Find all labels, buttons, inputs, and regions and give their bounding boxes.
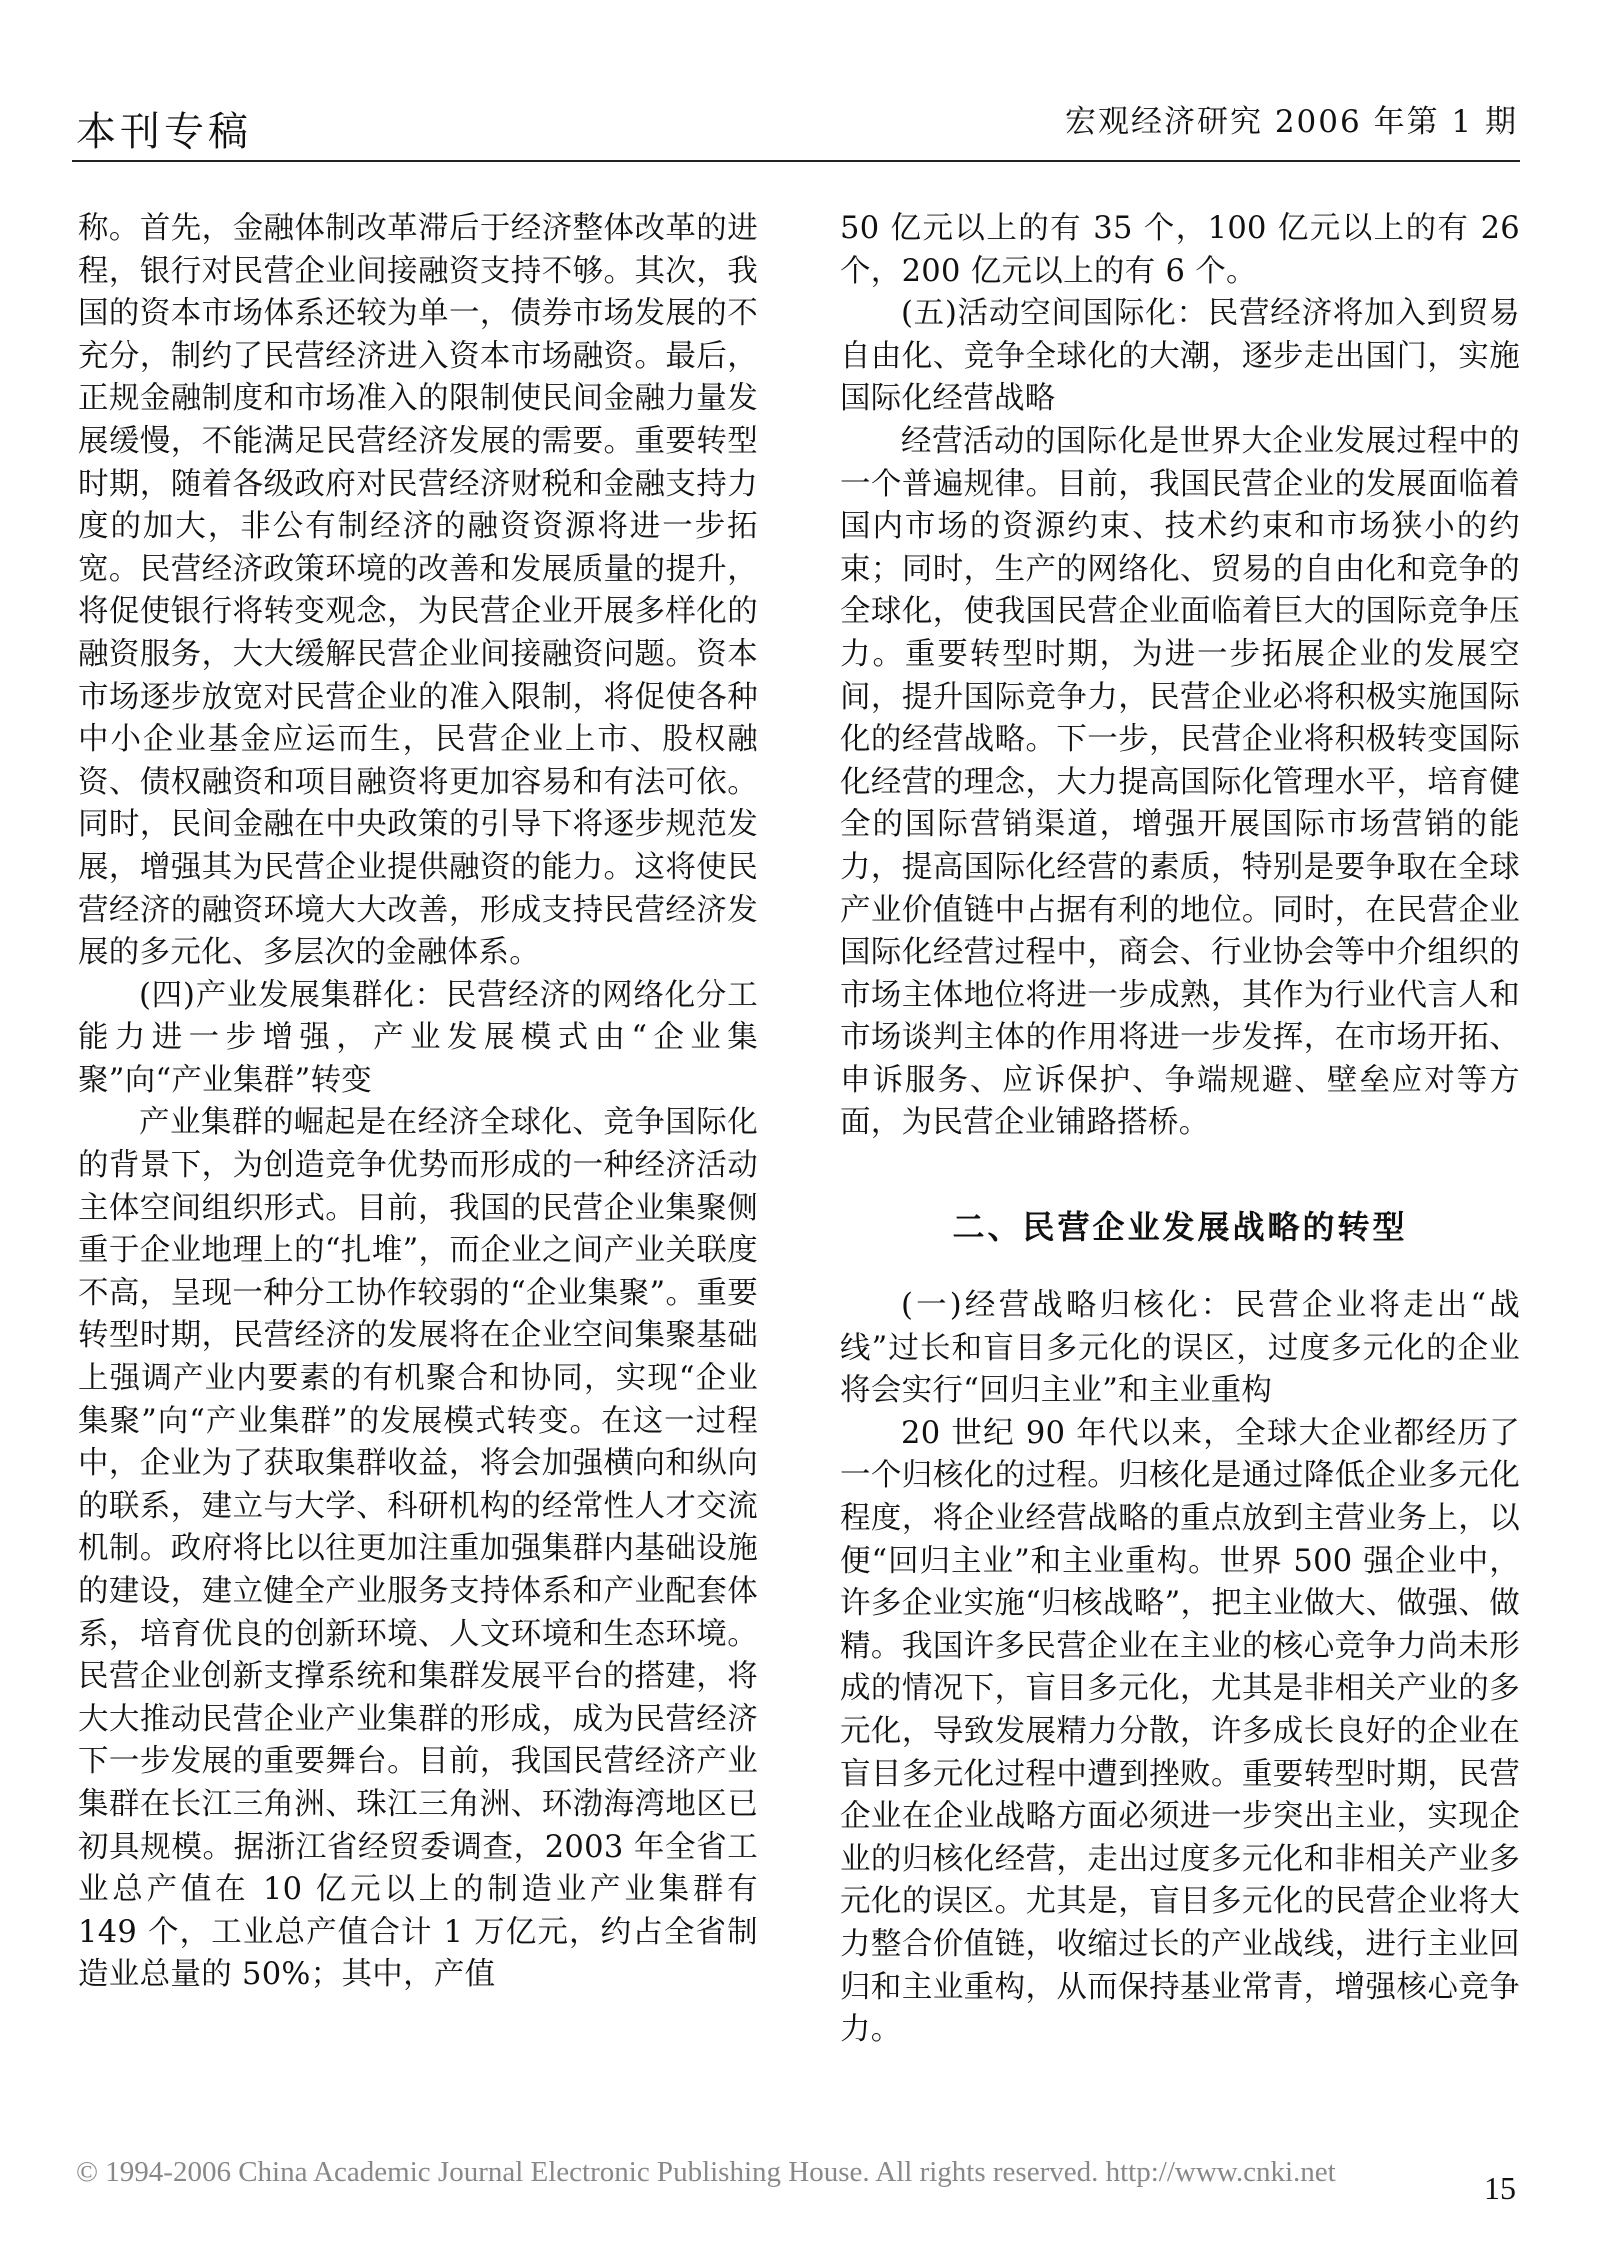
column-title: 本刊专稿 (76, 109, 252, 155)
paragraph-internationalization: 经营活动的国际化是世界大企业发展过程中的一个普遍规律。目前，我国民营企业的发展面临着国内市场的资源约束、技术约束和市场狭小的约束；同时，生产的网络化、贸易的自由化和竞争的全球化，使我国民营企业面临着巨大的国际竞争压力。重要转型时期，为进一步拓展企业的发展空间，提升国际竞争力，民营企业必将积极实施国际化的经营战略。下一步，民营企业将积极转变国际化经营的理念，大力提高国际化管理水平，培育健全的国际营销渠道，增强开展国际市场营销的能力，提高国际化经营的素质，特别是要争取在全球产业价值链中占据有利的地位。同时，在民营企业国际化经营过程中，商会、行业协会等中介组织的市场主体地位将进一步成熟，其作为行业代言人和市场谈判主体的作用将进一步发挥，在市场开拓、申诉服务、应诉保护、争端规避、壁垒应对等方面，为民营企业铺路搭桥。 (840, 423, 1520, 1141)
journal-issue: 宏观经济研究 2006 年第 1 期 (1064, 104, 1518, 140)
left-column (78, 208, 758, 1997)
section-heading-1: (一)经营战略归核化：民营企业将走出“战线”过长和盲目多元化的误区，过度多元化的企业将会实行“回归主业”和主业重构 (840, 1288, 1520, 1409)
right-column (840, 208, 1520, 2052)
section-heading-4: (四)产业发展集群化：民营经济的网络化分工能力进一步增强，产业发展模式由“企业集聚”向“产业集群”转变 (78, 977, 758, 1098)
section-gap (840, 1145, 1520, 1187)
copyright-footer: © 1994-2006 China Academic Journal Electronic Publishing House. All rights reserved. http://www.cnki.net (76, 2156, 1336, 2188)
paragraph-cluster-cont: 50 亿元以上的有 35 个，100 亿元以上的有 26 个，200 亿元以上的有 6 个。 (840, 211, 1520, 289)
section-title-2: 二、民营企业发展战略的转型 (952, 1208, 1408, 1247)
section-heading-5: (五)活动空间国际化：民营经济将加入到贸易自由化、竞争全球化的大潮，逐步走出国门，实施国际化经营战略 (840, 296, 1520, 417)
paragraph-core-focus: 20 世纪 90 年代以来，全球大企业都经历了一个归核化的过程。归核化是通过降低企业多元化程度，将企业经营战略的重点放到主营业务上，以便“回归主业”和主业重构。世界 500 强企业中，许多企业实施“归核战略”，把主业做大、做强、做精。我国许多民营企业在主业的核心竞争力尚未形成的情况下，盲目多元化，尤其是非相关产业的多元化，导致发展精力分散，许多成长良好的企业在盲目多元化过程中遭到挫败。重要转型时期，民营企业在企业战略方面必须进一步突出主业，实现企业的归核化经营，走出过度多元化和非相关产业多元化的误区。尤其是，盲目多元化的民营企业将大力整合价值链，收缩过长的产业战线，进行主业回归和主业重构，从而保持基业常青，增强核心竞争力。 (840, 1415, 1520, 2048)
paragraph-industry-cluster: 产业集群的崛起是在经济全球化、竞争国际化的背景下，为创造竞争优势而形成的一种经济活动主体空间组织形式。目前，我国的民营企业集聚侧重于企业地理上的“扎堆”，而企业之间产业关联度不高，呈现一种分工协作较弱的“企业集聚”。重要转型时期，民营经济的发展将在企业空间集聚基础上强调产业内要素的有机聚合和协同，实现“企业集聚”向“产业集群”的发展模式转变。在这一过程中，企业为了获取集群收益，将会加强横向和纵向的联系，建立与大学、科研机构的经常性人才交流机制。政府将比以往更加注重加强集群内基础设施的建设，建立健全产业服务支持体系和产业配套体系，培育优良的创新环境、人文环境和生态环境。民营企业创新支撑系统和集群发展平台的搭建，将大大推动民营企业产业集群的形成，成为民营经济下一步发展的重要舞台。目前，我国民营经济产业集群在长江三角洲、珠江三角洲、环渤海湾地区已初具规模。据浙江省经贸委调查，2003 年全省工业总产值在 10 亿元以上的制造业产业集群有 149 个，工业总产值合计 1 万亿元，约占全省制造业总量的 50%；其中，产值 (78, 1105, 758, 1993)
section-gap (840, 1267, 1520, 1285)
header-rule (72, 160, 1520, 162)
page-number: 15 (1484, 2170, 1516, 2206)
paragraph-financing-cont: 称。首先，金融体制改革滞后于经济整体改革的进程，银行对民营企业间接融资支持不够。其次，我国的资本市场体系还较为单一，债券市场发展的不充分，制约了民营经济进入资本市场融资。最后，正规金融制度和市场准入的限制使民间金融力量发展缓慢，不能满足民营经济发展的需要。重要转型时期，随着各级政府对民营经济财税和金融支持力度的加大，非公有制经济的融资资源将进一步拓宽。民营经济政策环境的改善和发展质量的提升，将促使银行将转变观念，为民营企业开展多样化的融资服务，大大缓解民营企业间接融资问题。资本市场逐步放宽对民营企业的准入限制，将促使各种中小企业基金应运而生，民营企业上市、股权融资、债权融资和项目融资将更加容易和有法可依。同时，民间金融在中央政策的引导下将逐步规范发展，增强其为民营企业提供融资的能力。这将使民营经济的融资环境大大改善，形成支持民营经济发展的多元化、多层次的金融体系。 (78, 211, 758, 971)
